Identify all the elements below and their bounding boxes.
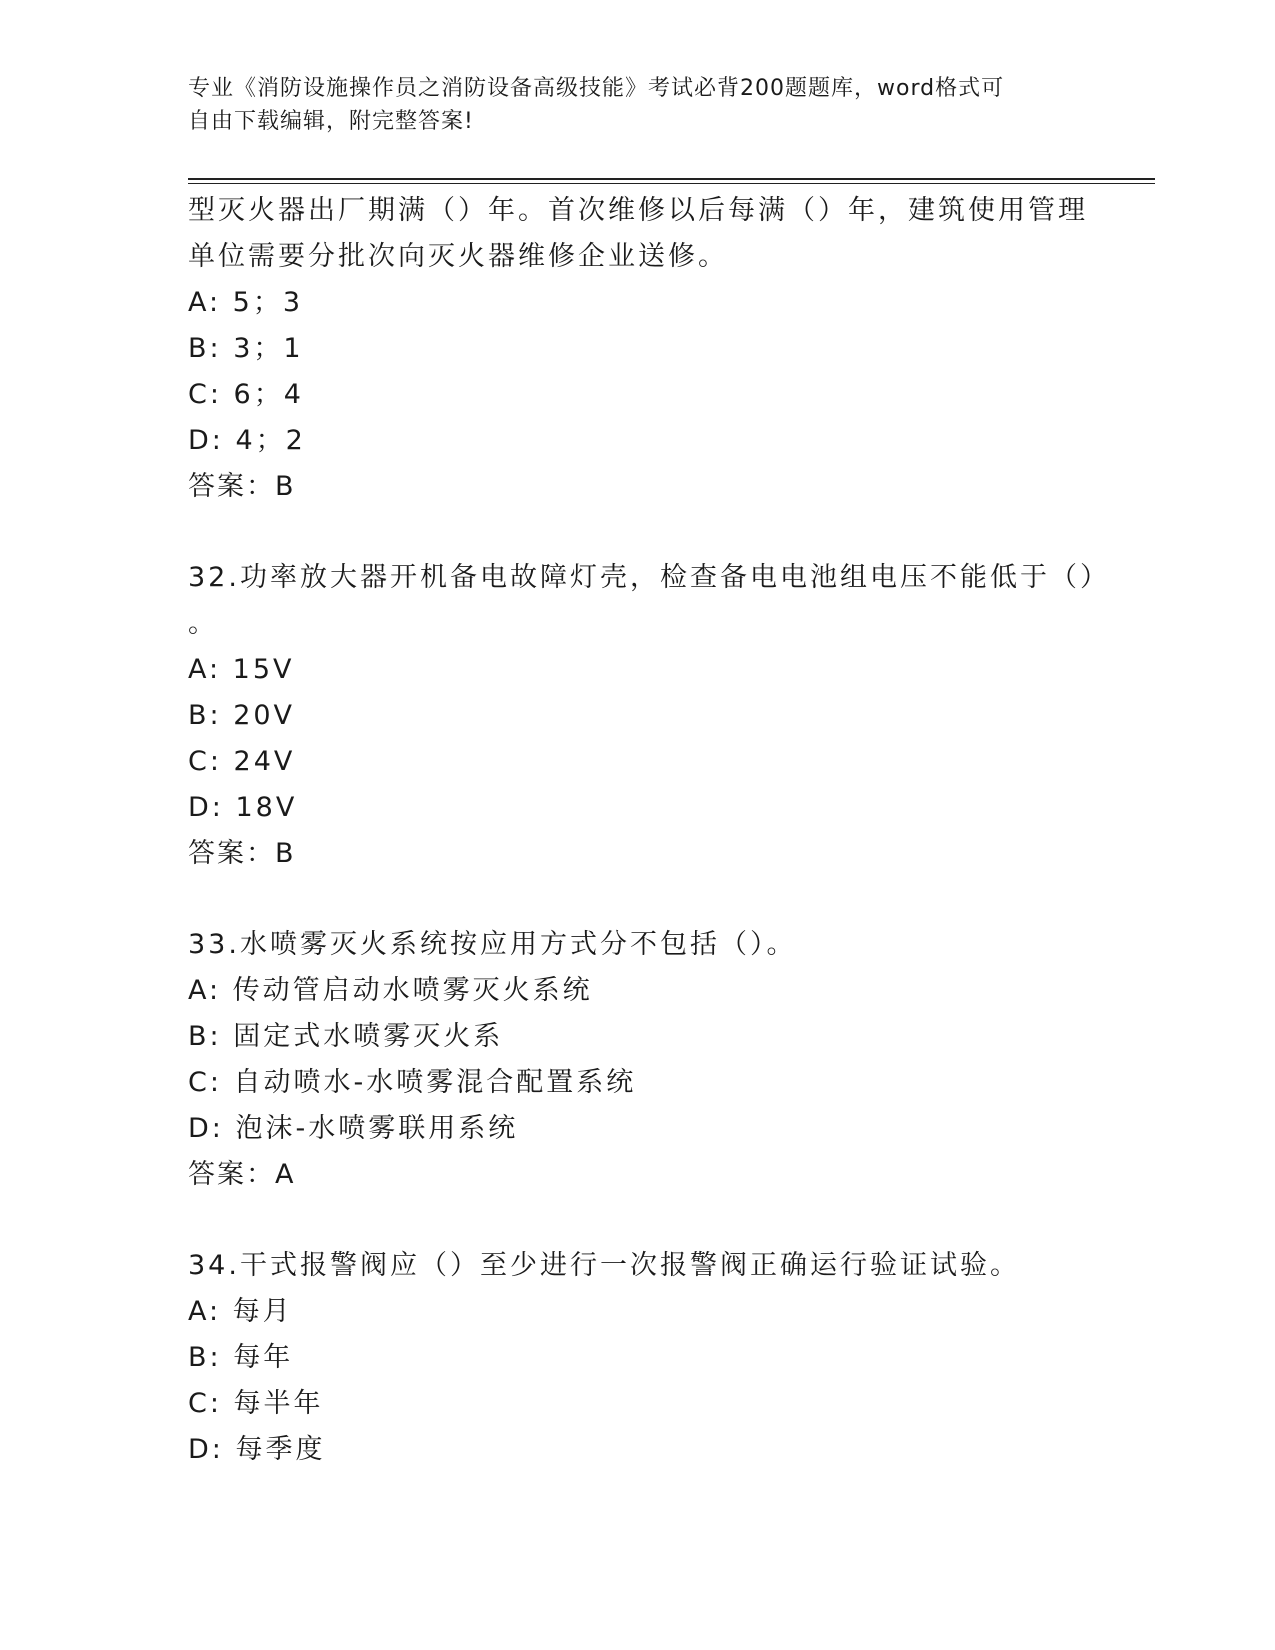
- question-31: [188, 188, 1088, 510]
- question-34-option-d: D: 每季度: [188, 1434, 326, 1465]
- question-34-text-line-1: 34.干式报警阀应（）至少进行一次报警阀正确运行验证试验。: [188, 1250, 1020, 1281]
- question-32-option-a: A: 15V: [188, 654, 295, 685]
- question-32-text-line-1: 32.功率放大器开机备电故障灯壳，检查备电电池组电压不能低于（）: [188, 562, 1110, 593]
- spacer: [188, 1198, 1068, 1243]
- document-header: [188, 72, 1068, 138]
- question-33: [188, 922, 1068, 1198]
- header-divider-thick: [188, 178, 1155, 180]
- spacer: [188, 510, 1068, 555]
- question-34: [188, 1243, 1068, 1473]
- question-34-option-a: A: 每月: [188, 1296, 293, 1327]
- question-32-option-b: B: 20V: [188, 700, 296, 731]
- question-list: [188, 188, 1110, 1473]
- question-31-text-line-2: 单位需要分批次向灭火器维修企业送修。: [188, 241, 728, 272]
- question-34-option-b: B: 每年: [188, 1342, 294, 1373]
- question-31-answer: 答案：B: [188, 471, 296, 502]
- question-31-option-a: A: 5；3: [188, 287, 304, 318]
- question-33-text-line-1: 33.水喷雾灭火系统按应用方式分不包括（）。: [188, 929, 797, 960]
- spacer: [188, 877, 1068, 922]
- question-33-option-a: A: 传动管启动水喷雾灭火系统: [188, 975, 593, 1006]
- header-line-2: 自由下载编辑，附完整答案!: [188, 109, 474, 134]
- question-32-option-c: C: 24V: [188, 746, 296, 777]
- question-31-option-c: C: 6；4: [188, 379, 304, 410]
- question-32: [188, 555, 1110, 877]
- question-32-option-d: D: 18V: [188, 792, 298, 823]
- question-31-option-b: B: 3；1: [188, 333, 304, 364]
- question-31-option-d: D: 4；2: [188, 425, 306, 456]
- question-33-option-d: D: 泡沫-水喷雾联用系统: [188, 1113, 519, 1144]
- question-33-option-c: C: 自动喷水-水喷雾混合配置系统: [188, 1067, 637, 1098]
- question-34-option-c: C: 每半年: [188, 1388, 324, 1419]
- header-line-1: 专业《消防设施操作员之消防设备高级技能》考试必背200题题库，word格式可: [188, 76, 1005, 101]
- question-32-text-line-2: 。: [188, 608, 218, 639]
- question-32-answer: 答案：B: [188, 838, 296, 869]
- question-33-option-b: B: 固定式水喷雾灭火系: [188, 1021, 504, 1052]
- question-31-text-line-1: 型灭火器出厂期满（）年。首次维修以后每满（）年，建筑使用管理: [188, 195, 1088, 226]
- header-divider-thin: [188, 183, 1155, 184]
- question-33-answer: 答案：A: [188, 1159, 296, 1190]
